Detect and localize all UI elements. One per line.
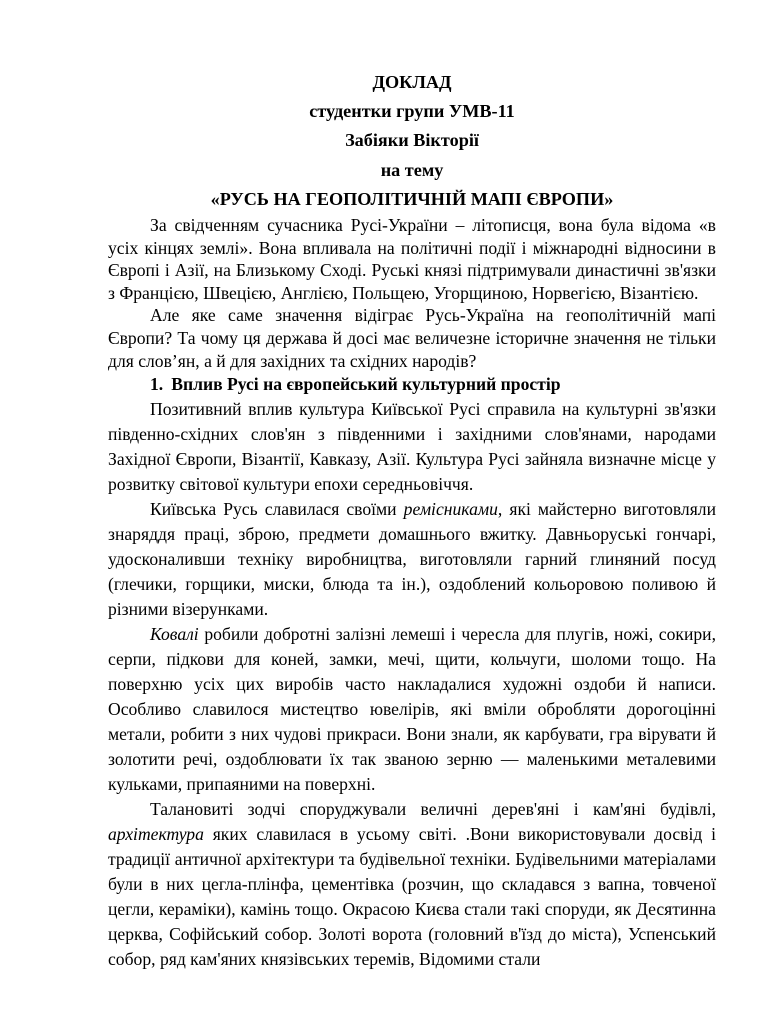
section-paragraph-1: Позитивний вплив культура Київської Русі справила на культурні зв'язки південно-східних слов'ян з південними і західними слов'янами, народами Західної Європи, Візантії, Кавказу, Азії. Культура Русі зайняла визначне місце у розвитку світової культури епохи середньовіччя. <box>108 399 716 495</box>
section-number: 1. <box>150 374 164 395</box>
intro-paragraph-2: Але яке саме значення відіграє Русь-Україна на геополітичній мапі Європи? Та чому ця держава й досі має величезне історичне значення не тільки для слов’ян, а й для західних та східних народів? <box>108 305 716 371</box>
section-heading <box>108 372 716 397</box>
section-paragraph-3: Ковалі робили добротні залізні лемеші і чересла для плугів, ножі, сокири, серпи, підкови для коней, замки, мечі, щити, кольчуги, шоломи тощо. На поверхню усіх цих виробів часто накладалися художні оздоби й написи. Особливо славилося мистецтво ювелірів, які вміли обробляти дорогоцінні метали, робити з них чудові прикраси. Вони знали, як карбувати, гра вірувати й золотити речі, оздоблювати їх так званою зерню — маленькими металевими кульками, припаяними на поверхні. <box>108 624 716 795</box>
topic-title: «РУСЬ НА ГЕОПОЛІТИЧНІЙ МАПІ ЄВРОПИ» <box>210 188 614 209</box>
section-paragraph-4: Талановиті зодчі споруджували величні дерев'яні і кам'яні будівлі, архітектура яких славилася в усьому світі. .Вони використовували досвід і традиції античної архітектури та будівельної техніки. Будівельними матеріалами були в них цегла-плінфа, цементівка (розчин, що складався з вапна, товченої цегли, кераміки), камінь тощо. Окрасою Києва стали такі споруди, як Десятинна церква, Софійський собор. Золоті ворота (головний в'їзд до міста), Успенський собор, ряд кам'яних князівських теремів, Відомими стали <box>108 799 716 970</box>
student-name: Забіяки Вікторії <box>345 130 479 151</box>
emphasis-craftsmen: ремісниками <box>403 499 498 520</box>
student-group: студентки групи УМВ-11 <box>309 101 515 122</box>
emphasis-architecture: архітектура <box>108 824 204 845</box>
report-title-block <box>108 68 716 214</box>
intro-paragraph-1: За свідченням сучасника Русі-України – літописця, вона була відома «в усіх кінцях землі». Вона впливала на політичні події і міжнародні відносини в Європі і Азії, на Близькому Сході. Руські князі підтримували династичні зв'язки з Францією, Швецією, Англією, Польщею, Угорщиною, Норвегією, Візантією. <box>108 215 716 303</box>
section-paragraph-2: Київська Русь славилася своїми ремісниками, які майстерно виготовляли знаряддя праці, зброю, предмети домашнього вжитку. Давньоруські гончарі, удосконаливши техніку виробництва, виготовляли гарний глиняний посуд (глечики, горщики, миски, блюда та ін.), оздоблений кольоровою поливою й різними візерунками. <box>108 499 717 620</box>
topic-label: на тему <box>380 159 444 180</box>
section-heading-text: Вплив Русі на європейський культурний простір <box>171 374 561 395</box>
report-title: ДОКЛАД <box>372 72 452 92</box>
document-page <box>108 68 716 972</box>
emphasis-blacksmiths: Ковалі <box>150 624 199 645</box>
